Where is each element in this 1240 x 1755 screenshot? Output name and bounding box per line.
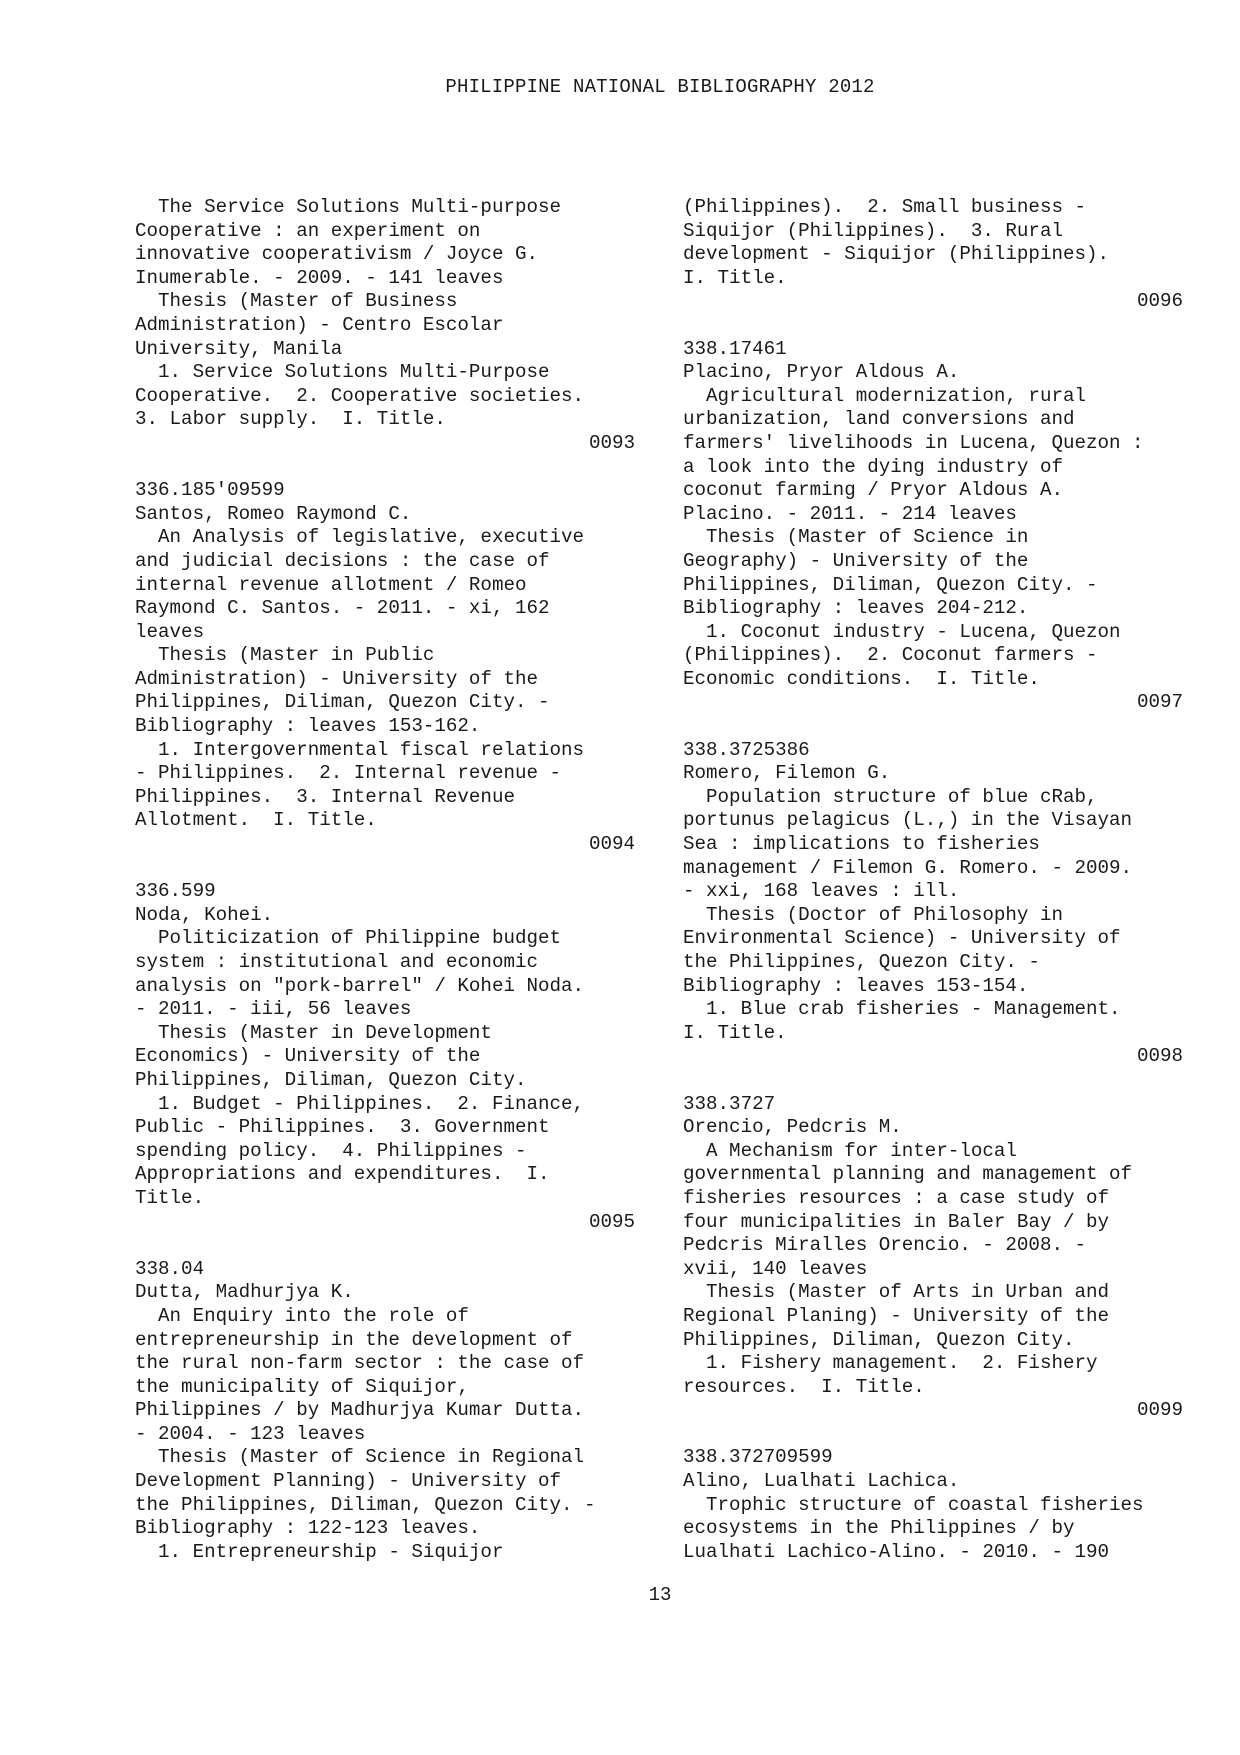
text-line: 1. Intergovernmental fiscal relations — [135, 738, 585, 761]
blank-line — [135, 1234, 635, 1258]
text-line: Thesis (Doctor of Philosophy in — [683, 903, 1063, 926]
text-line: Thesis (Master of Business — [135, 290, 458, 313]
text-line: Raymond C. Santos. - 2011. - xi, 162 — [135, 597, 550, 620]
blank-line — [135, 857, 635, 881]
text-line: governmental planning and management of — [683, 1163, 1133, 1186]
entry-number: 0099 — [1136, 1399, 1183, 1422]
text-line: entrepreneurship in the development of — [135, 1328, 573, 1351]
text-line: - 2004. - 123 leaves — [135, 1422, 366, 1445]
blank-line — [683, 1423, 1183, 1447]
text-line: Thesis (Master in Development — [135, 1021, 492, 1044]
page-number: 13 — [648, 1584, 672, 1606]
blank-line — [683, 1069, 1183, 1093]
call-number: 338.3727 — [683, 1092, 776, 1115]
text-line: - Philippines. 2. Internal revenue - — [135, 762, 562, 785]
text-line: (Philippines). 2. Coconut farmers - — [683, 644, 1098, 667]
blank-line — [683, 715, 1183, 739]
text-line: Thesis (Master of Arts in Urban and — [683, 1281, 1110, 1304]
text-line: coconut farming / Pryor Aldous A. — [683, 479, 1063, 502]
blank-line — [135, 456, 635, 480]
text-line: Economics) - University of the — [135, 1045, 481, 1068]
text-line: 1. Budget - Philippines. 2. Finance, — [135, 1092, 585, 1115]
text-line: Geography) - University of the — [683, 549, 1029, 572]
right-column — [683, 196, 1183, 1564]
text-line: Philippines, Diliman, Quezon City. - — [135, 691, 550, 714]
text-line: Regional Planing) - University of the — [683, 1304, 1110, 1327]
text-line: system : institutional and economic — [135, 951, 539, 973]
text-line: 1. Entrepreneurship - Siquijor — [135, 1540, 504, 1563]
call-number: 338.04 — [135, 1257, 205, 1280]
text-line: management / Filemon G. Romero. - 2009. — [683, 856, 1133, 879]
entry-number: 0098 — [1136, 1045, 1183, 1068]
entry-number: 0095 — [588, 1210, 635, 1233]
text-line: Philippines. 3. Internal Revenue — [135, 785, 515, 808]
text-line: portunus pelagicus (L.,) in the Visayan — [683, 809, 1133, 832]
text-line: Pedcris Miralles Orencio. - 2008. - — [683, 1234, 1087, 1257]
text-line: xvii, 140 leaves — [683, 1257, 868, 1280]
author-line: Placino, Pryor Aldous A. — [683, 361, 960, 384]
text-line: urbanization, land conversions and — [683, 408, 1075, 431]
text-line: 1. Fishery management. 2. Fishery — [683, 1352, 1098, 1375]
text-line: Development Planning) - University of — [135, 1470, 562, 1493]
text-line: fisheries resources : a case study of — [683, 1186, 1110, 1209]
text-line: and judicial decisions : the case of — [135, 549, 550, 572]
text-line: - xxi, 168 leaves : ill. — [683, 880, 960, 903]
text-line: Agricultural modernization, rural — [683, 384, 1087, 407]
text-line: Cooperative. 2. Cooperative societies. — [135, 384, 585, 407]
text-line: Bibliography : leaves 204-212. — [683, 597, 1029, 620]
text-line: leaves — [135, 620, 205, 643]
text-line: An Analysis of legislative, executive — [135, 526, 585, 549]
text-line: (Philippines). 2. Small business - — [683, 196, 1087, 218]
text-line: Placino. - 2011. - 214 leaves — [683, 502, 1017, 525]
text-line: Politicization of Philippine budget — [135, 927, 562, 950]
text-line: spending policy. 4. Philippines - — [135, 1139, 527, 1162]
call-number: 338.17461 — [683, 337, 787, 360]
text-line: resources. I. Title. — [683, 1375, 925, 1398]
text-line: analysis on "pork-barrel" / Kohei Noda. — [135, 974, 585, 997]
blank-line — [683, 314, 1183, 338]
text-line: 3. Labor supply. I. Title. — [135, 408, 446, 431]
text-line: A Mechanism for inter-local — [683, 1139, 1017, 1162]
text-line: University, Manila — [135, 337, 343, 360]
text-line: An Enquiry into the role of — [135, 1304, 469, 1327]
text-line: Bibliography : leaves 153-154. — [683, 974, 1029, 997]
text-line: 1. Blue crab fisheries - Management. — [683, 998, 1121, 1021]
call-number: 336.185'09599 — [135, 479, 285, 502]
entry-number: 0094 — [588, 833, 635, 856]
entry-number: 0093 — [588, 431, 635, 454]
text-line: four municipalities in Baler Bay / by — [683, 1210, 1110, 1233]
text-line: Appropriations and expenditures. I. — [135, 1163, 550, 1186]
author-line: Romero, Filemon G. — [683, 762, 891, 785]
text-line: a look into the dying industry of — [683, 455, 1063, 478]
text-line: The Service Solutions Multi-purpose — [135, 196, 562, 218]
text-line: innovative cooperativism / Joyce G. — [135, 243, 539, 266]
call-number: 336.599 — [135, 880, 216, 903]
text-line: Siquijor (Philippines). 3. Rural — [683, 219, 1063, 242]
text-line: Bibliography : 122-123 leaves. — [135, 1517, 481, 1540]
text-line: Economic conditions. I. Title. — [683, 667, 1040, 690]
text-line: Environmental Science) - University of — [683, 927, 1121, 950]
text-line: Cooperative : an experiment on — [135, 219, 481, 242]
text-line: Bibliography : leaves 153-162. — [135, 715, 481, 738]
author-line: Dutta, Madhurjya K. — [135, 1281, 354, 1304]
text-line: Title. — [135, 1186, 205, 1209]
text-line: Sea : implications to fisheries — [683, 833, 1040, 856]
text-line: I. Title. — [683, 266, 787, 289]
text-line: development - Siquijor (Philippines). — [683, 243, 1110, 266]
text-line: the municipality of Siquijor, — [135, 1375, 469, 1398]
text-line: Allotment. I. Title. — [135, 809, 377, 832]
author-line: Alino, Lualhati Lachica. — [683, 1470, 960, 1493]
text-line: Philippines, Diliman, Quezon City. — [135, 1068, 527, 1091]
text-line: Thesis (Master of Science in — [683, 526, 1029, 549]
entry-number: 0096 — [1136, 290, 1183, 313]
text-line: Thesis (Master in Public — [135, 644, 435, 667]
call-number: 338.372709599 — [683, 1446, 833, 1469]
call-number: 338.3725386 — [683, 738, 810, 761]
entry-number: 0097 — [1136, 691, 1183, 714]
text-line: 1. Coconut industry - Lucena, Quezon — [683, 620, 1121, 643]
page-header: PHILIPPINE NATIONAL BIBLIOGRAPHY 2012 — [445, 76, 875, 98]
text-line: Thesis (Master of Science in Regional — [135, 1446, 585, 1469]
text-line: Lualhati Lachico-Alino. - 2010. - 190 — [683, 1540, 1110, 1563]
text-line: Administration) - Centro Escolar — [135, 313, 504, 336]
text-line: I. Title. — [683, 1021, 787, 1044]
left-column — [135, 196, 635, 1564]
author-line: Orencio, Pedcris M. — [683, 1116, 902, 1139]
text-line: internal revenue allotment / Romeo — [135, 573, 527, 596]
text-line: the Philippines, Diliman, Quezon City. - — [135, 1493, 596, 1516]
author-line: Santos, Romeo Raymond C. — [135, 502, 412, 525]
text-line: 1. Service Solutions Multi-Purpose — [135, 361, 550, 384]
text-line: Philippines, Diliman, Quezon City. - — [683, 573, 1098, 596]
text-line: the Philippines, Quezon City. - — [683, 951, 1040, 973]
author-line: Noda, Kohei. — [135, 903, 274, 926]
text-line: Philippines / by Madhurjya Kumar Dutta. — [135, 1399, 585, 1422]
text-line: Inumerable. - 2009. - 141 leaves — [135, 266, 504, 289]
text-line: Philippines, Diliman, Quezon City. — [683, 1328, 1075, 1351]
text-line: Trophic structure of coastal fisheries — [683, 1493, 1144, 1516]
text-line: Administration) - University of the — [135, 667, 539, 690]
text-line: - 2011. - iii, 56 leaves — [135, 998, 412, 1021]
text-line: Population structure of blue cRab, — [683, 785, 1098, 808]
text-line: Public - Philippines. 3. Government — [135, 1116, 550, 1139]
text-line: the rural non-farm sector : the case of — [135, 1352, 585, 1375]
text-line: ecosystems in the Philippines / by — [683, 1517, 1075, 1540]
text-line: farmers' livelihoods in Lucena, Quezon : — [683, 431, 1144, 454]
